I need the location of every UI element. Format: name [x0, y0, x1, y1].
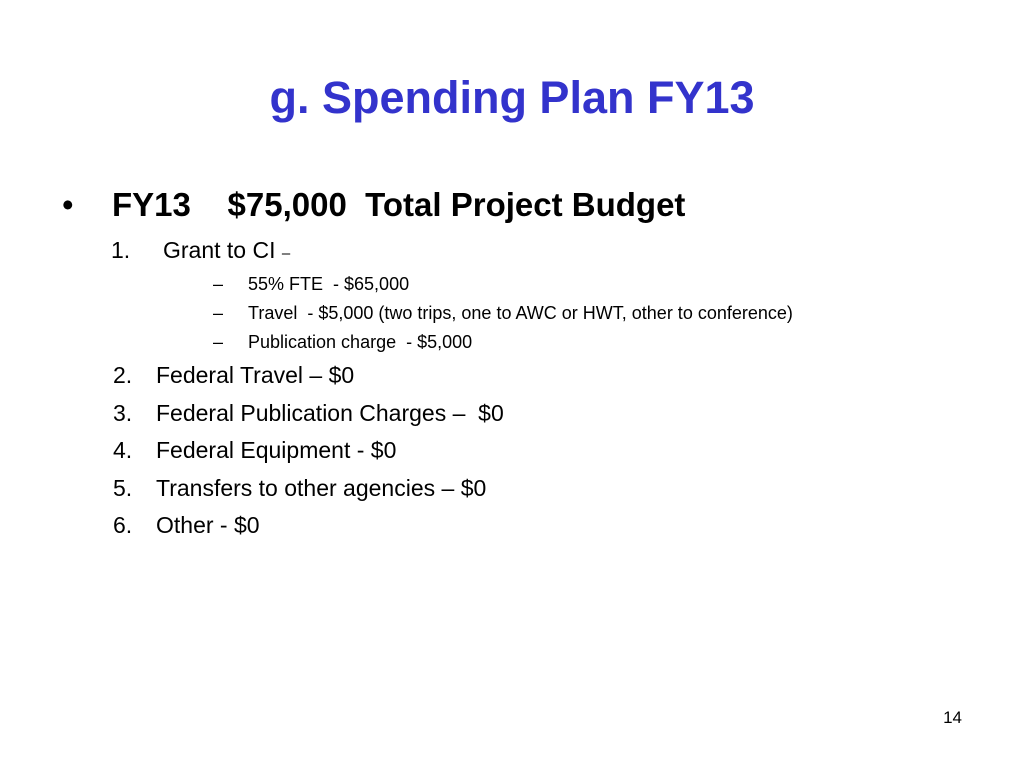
- sub-dash: –: [213, 332, 224, 352]
- dash-mark: –: [281, 245, 291, 262]
- list-item: [113, 470, 504, 508]
- list-number: 5.: [113, 474, 133, 501]
- sub-text: Publication charge - $5,000: [248, 332, 473, 352]
- list-item-grant: [111, 234, 290, 270]
- bullet-symbol: •: [62, 186, 74, 223]
- list-number: 2.: [113, 362, 133, 388]
- sub-text: Travel - $5,000 (two trips, one to AWC or HWT, other to conference): [248, 303, 793, 323]
- sub-list: [213, 270, 793, 357]
- sub-dash: –: [213, 274, 224, 294]
- sub-list-item: [213, 299, 793, 328]
- list-text: Grant to CI: [163, 237, 282, 263]
- page-number: 14: [943, 708, 962, 727]
- sub-list-item: [213, 328, 793, 357]
- list-text: Federal Travel – $0: [156, 362, 355, 388]
- slide-title: g. Spending Plan FY13: [269, 72, 755, 123]
- sub-text: 55% FTE - $65,000: [248, 274, 410, 294]
- list-item: [113, 395, 504, 433]
- numbered-list: [113, 357, 504, 545]
- list-number: 1.: [111, 237, 131, 263]
- list-item: [113, 357, 504, 395]
- main-bullet: [62, 183, 685, 227]
- list-item: [113, 432, 504, 470]
- list-number: 3.: [113, 399, 133, 426]
- list-item: [113, 507, 504, 545]
- list-number: 4.: [113, 437, 133, 463]
- list-text: Federal Publication Charges – $0: [156, 399, 504, 426]
- sub-dash: –: [213, 303, 224, 323]
- list-number: 6.: [113, 512, 133, 538]
- sub-list-item: [213, 270, 793, 299]
- bullet-text: FY13 $75,000 Total Project Budget: [112, 186, 686, 223]
- list-text: Transfers to other agencies – $0: [156, 474, 487, 501]
- list-text: Federal Equipment - $0: [156, 437, 397, 463]
- list-text: Other - $0: [156, 512, 260, 538]
